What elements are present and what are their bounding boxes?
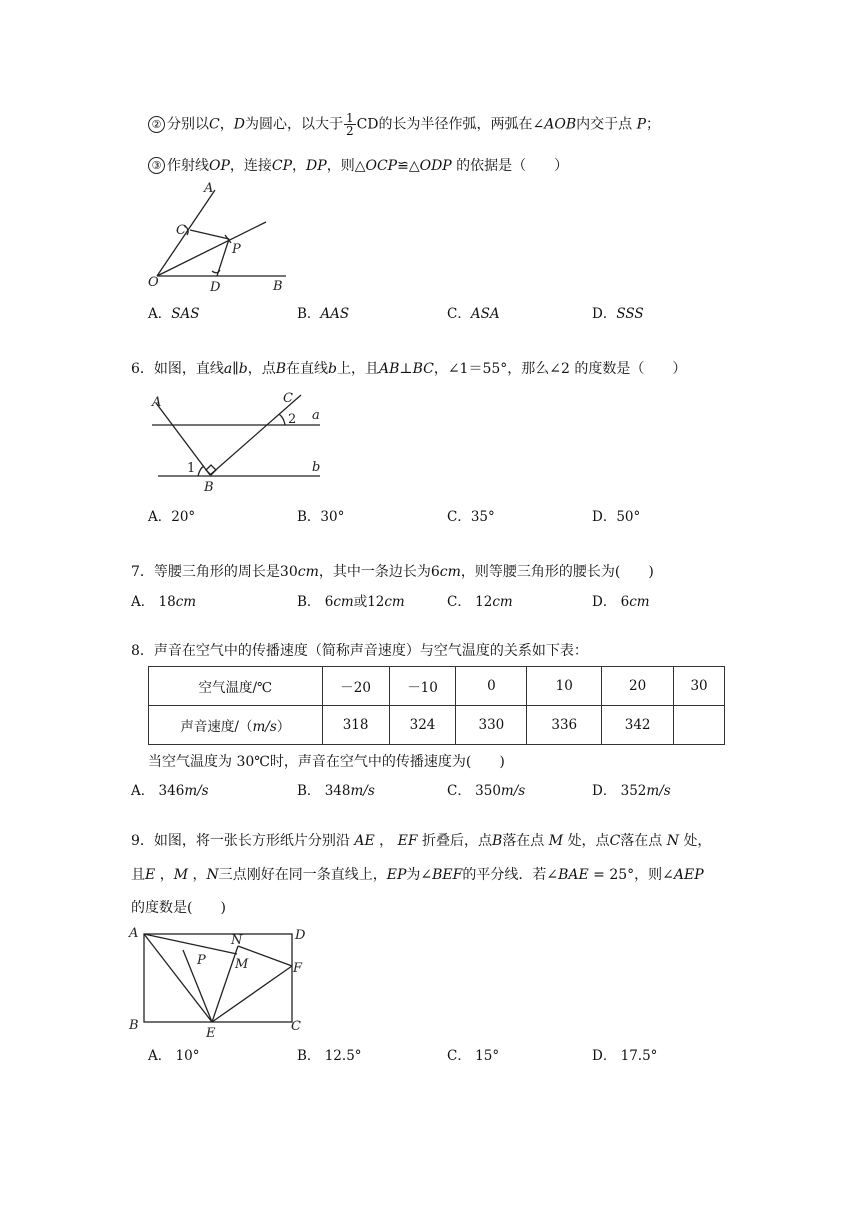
segment-dp — [217, 239, 229, 276]
q6-option-b[interactable]: B．30° — [297, 509, 345, 525]
label-m: M — [235, 957, 249, 972]
q9-figure — [124, 922, 314, 1040]
table-cell-empty — [674, 706, 725, 745]
row-header-temperature: 空气温度/℃ — [149, 667, 323, 706]
q7-option-a[interactable]: A． 18cm — [131, 594, 197, 610]
q5-step2: ② 分别以C，D为圆心，以大于 $\frac{1}{2}$ CD的长为半径作弧，两弧在∠AOB内交于点 P； — [148, 112, 660, 137]
step-number: ③ — [148, 157, 165, 174]
label-b: B — [129, 1018, 139, 1033]
q9-option-c[interactable]: C． 15° — [447, 1048, 500, 1064]
label-angle-2: 2 — [288, 412, 297, 427]
q8-stem: 8．声音在空气中的传播速度（简称声音速度）与空气温度的关系如下表： — [131, 643, 588, 659]
table-cell: －20 — [322, 667, 389, 706]
q7-option-c[interactable]: C． 12cm — [447, 594, 513, 610]
step-number: ② — [148, 116, 165, 133]
segment-cp — [190, 230, 229, 239]
label-a: A — [204, 181, 214, 196]
angle-1-arc — [198, 466, 204, 476]
table-cell: 20 — [602, 667, 674, 706]
q8-option-c[interactable]: C． 350m/s — [447, 783, 526, 799]
q6-option-a[interactable]: A．20° — [148, 509, 196, 525]
ray-op — [157, 222, 266, 276]
ray-oa — [157, 190, 215, 276]
q7-stem: 7．等腰三角形的周长是30cm，其中一条边长为6cm，则等腰三角形的腰长为( ) — [131, 564, 654, 580]
q8-option-b[interactable]: B． 348m/s — [297, 783, 375, 799]
label-p: P — [232, 242, 241, 257]
q6-stem: 6．如图，直线a∥b，点B在直线b上，且AB⊥BC，∠1＝55°，那么∠2 的度数是（ ） — [131, 361, 687, 377]
angle-2-arc — [279, 414, 285, 425]
q8-question: 当空气温度为 30℃时，声音在空气中的传播速度为( ) — [148, 754, 505, 770]
label-n: N — [231, 933, 243, 948]
table-cell: 336 — [527, 706, 602, 745]
label-e: E — [206, 1026, 216, 1040]
q9-option-a[interactable]: A． 10° — [148, 1048, 200, 1064]
table-cell: 318 — [322, 706, 389, 745]
table-cell: －10 — [389, 667, 456, 706]
label-c: C — [283, 391, 293, 406]
segment-ab — [156, 403, 210, 475]
label-p: P — [197, 953, 206, 968]
q5-option-d[interactable]: D．SSS — [592, 306, 644, 322]
label-line-a: a — [312, 408, 320, 423]
label-angle-1: 1 — [187, 461, 196, 476]
q9-stem-line2: 且E ，M ，N三点刚好在同一条直线上，EP为∠BEF的平分线．若∠BAE = 25°，则∠AEP — [131, 867, 704, 883]
q9-option-d[interactable]: D． 17.5° — [592, 1048, 658, 1064]
table-row-speed — [149, 706, 725, 745]
label-b: B — [204, 480, 214, 495]
table-cell: 342 — [602, 706, 674, 745]
q7-option-d[interactable]: D． 6cm — [592, 594, 650, 610]
label-d: D — [295, 928, 306, 943]
q5-figure — [140, 178, 300, 298]
q5-option-a[interactable]: A．SAS — [148, 306, 200, 322]
label-a: A — [129, 926, 139, 941]
label-o: O — [148, 275, 159, 290]
q8-option-d[interactable]: D． 352m/s — [592, 783, 671, 799]
q9-stem-line3: 的度数是( ) — [131, 900, 226, 916]
q6-option-c[interactable]: C．35° — [447, 509, 495, 525]
label-line-b: b — [312, 460, 321, 475]
label-a: A — [152, 395, 162, 410]
table-cell: 10 — [527, 667, 602, 706]
q7-option-b[interactable]: B． 6cm或12cm — [297, 594, 405, 610]
segment-ef — [212, 966, 292, 1022]
segment-bc — [210, 395, 301, 475]
label-c: C — [291, 1019, 301, 1034]
label-f: F — [293, 961, 303, 976]
label-c: C — [176, 223, 186, 238]
table-row-temperature — [149, 667, 725, 706]
segment-ae — [144, 934, 212, 1022]
table-cell: 0 — [456, 667, 527, 706]
speed-table — [148, 666, 725, 745]
q5-option-b[interactable]: B．AAS — [297, 306, 350, 322]
q8-option-a[interactable]: A． 346m/s — [131, 783, 209, 799]
table-cell: 330 — [456, 706, 527, 745]
rectangle-abcd — [144, 934, 292, 1022]
row-header-speed: 声音速度/（m/s） — [149, 706, 323, 745]
q6-figure — [140, 386, 330, 496]
q5-option-c[interactable]: C．ASA — [447, 306, 500, 322]
q9-stem-line1: 9．如图，将一张长方形纸片分别沿 AE ， EF 折叠后，点B落在点 M 处，点C落在点 N 处， — [131, 833, 712, 849]
q9-option-b[interactable]: B． 12.5° — [297, 1048, 362, 1064]
table-cell: 30 — [674, 667, 725, 706]
table-cell: 324 — [389, 706, 456, 745]
q6-option-d[interactable]: D．50° — [592, 509, 641, 525]
label-d: D — [210, 280, 221, 295]
q5-step3: ③ 作射线OP，连接CP，DP，则△OCP≌△ODP 的依据是（ ） — [148, 156, 568, 176]
fraction-one-half: $\frac{1}{2}$ — [345, 111, 354, 138]
label-b: B — [273, 279, 283, 294]
